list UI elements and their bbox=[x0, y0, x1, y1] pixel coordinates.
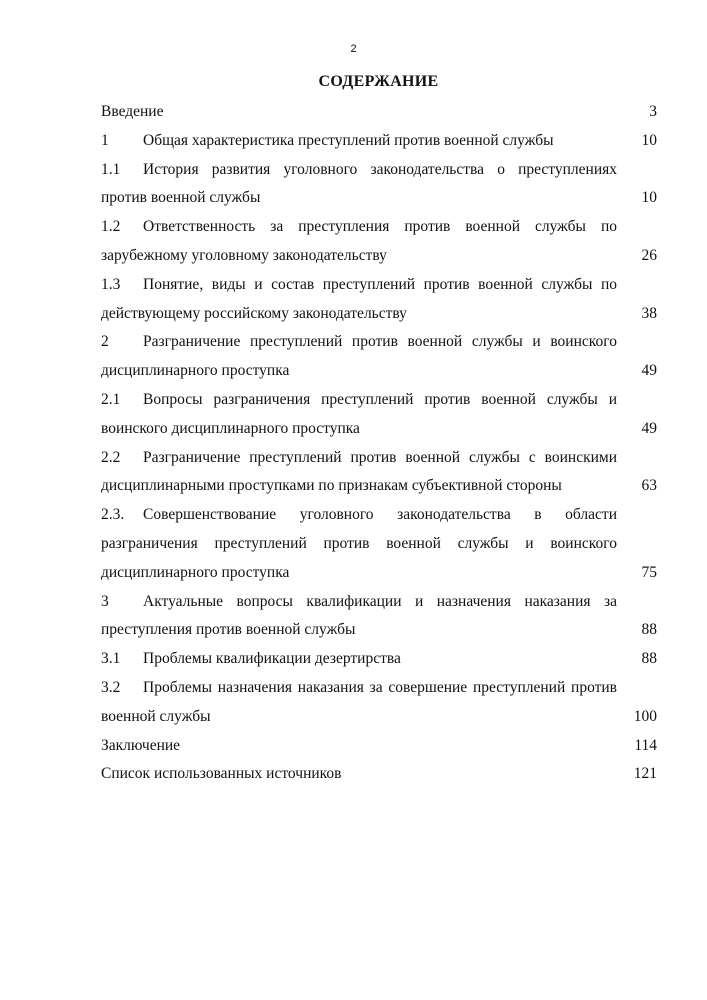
toc-entry-number: 1.1 bbox=[101, 160, 121, 178]
toc-entry-page: 49 bbox=[641, 362, 657, 380]
toc-entry-text bbox=[101, 732, 617, 761]
toc-entry-number: 3 bbox=[101, 592, 109, 610]
toc-entry-number: 3.2 bbox=[101, 678, 121, 696]
toc-entry bbox=[101, 732, 657, 761]
toc-entry-page: 63 bbox=[641, 477, 657, 495]
toc-entry-title: Разграничение преступлений против военной службы и воинского дисциплинарного проступка bbox=[101, 333, 617, 380]
toc-entry-number: 1 bbox=[101, 131, 109, 149]
toc-entry-text bbox=[101, 213, 617, 271]
toc-entry-title: Введение bbox=[101, 103, 164, 120]
page-title: СОДЕРЖАНИЕ bbox=[318, 73, 439, 90]
toc-entry-number: 3.1 bbox=[101, 650, 121, 668]
toc-entry-page: 10 bbox=[641, 189, 657, 207]
toc-entry-text bbox=[101, 156, 617, 214]
toc-entry-page: 88 bbox=[641, 650, 657, 668]
toc-entry-text bbox=[101, 444, 617, 502]
toc-entry-page: 38 bbox=[641, 304, 657, 322]
toc-entry-title: Вопросы разграничения преступлений против военной службы и воинского дисциплинарного проступка bbox=[101, 390, 617, 437]
table-of-contents bbox=[101, 98, 657, 789]
toc-entry-number: 2 bbox=[101, 333, 109, 351]
toc-entry-page: 88 bbox=[641, 621, 657, 639]
toc-entry-page: 75 bbox=[641, 563, 657, 581]
toc-entry-text bbox=[101, 98, 617, 127]
toc-entry-title: Список использованных источников bbox=[101, 765, 342, 783]
toc-entry-text bbox=[101, 501, 617, 587]
toc-entry bbox=[101, 501, 657, 587]
toc-entry bbox=[101, 271, 657, 329]
toc-entry bbox=[101, 444, 657, 502]
toc-entry bbox=[101, 645, 657, 674]
toc-entry-title: Проблемы назначения наказания за совершение преступлений против военной службы bbox=[101, 678, 617, 725]
toc-entry-text bbox=[101, 760, 617, 789]
toc-entry-text bbox=[101, 674, 617, 732]
toc-entry-text bbox=[101, 127, 617, 156]
toc-entry-page: 3 bbox=[649, 103, 657, 120]
toc-entry-number: 2.3. bbox=[101, 506, 125, 524]
toc-entry-number: 1.3 bbox=[101, 275, 121, 293]
toc-entry bbox=[101, 213, 657, 271]
toc-entry-title: Разграничение преступлений против военной службы с воинскими дисциплинарными проступками по признакам субъективной стороны bbox=[101, 448, 617, 495]
page-number: 2 bbox=[350, 43, 357, 55]
toc-entry bbox=[101, 760, 657, 789]
toc-entry-text bbox=[101, 645, 617, 674]
toc-entry bbox=[101, 588, 657, 646]
toc-entry-title: История развития уголовного законодательства о преступлениях против военной службы bbox=[101, 160, 617, 207]
toc-entry bbox=[101, 386, 657, 444]
toc-entry-text bbox=[101, 588, 617, 646]
toc-entry-title: Понятие, виды и состав преступлений против военной службы по действующему российскому законодательству bbox=[101, 275, 617, 322]
toc-entry-number: 2.2 bbox=[101, 448, 121, 466]
toc-entry bbox=[101, 328, 657, 386]
toc-entry bbox=[101, 674, 657, 732]
toc-entry-number: 2.1 bbox=[101, 390, 121, 408]
toc-entry-title: Проблемы квалификации дезертирства bbox=[143, 650, 401, 668]
toc-entry-page: 114 bbox=[634, 736, 657, 754]
toc-entry-page: 100 bbox=[633, 707, 657, 725]
toc-entry bbox=[101, 98, 657, 127]
toc-entry-title: Актуальные вопросы квалификации и назначения наказания за преступления против военной службы bbox=[101, 592, 617, 639]
toc-entry-title: Общая характеристика преступлений против военной службы bbox=[143, 131, 554, 149]
toc-entry-number: 1.2 bbox=[101, 218, 121, 236]
toc-entry-text bbox=[101, 386, 617, 444]
toc-entry-title: Совершенствование уголовного законодательства в области разграничения преступлений против военной службы и воинского дисциплинарного проступка bbox=[101, 506, 617, 581]
toc-entry-text bbox=[101, 328, 617, 386]
toc-entry-page: 10 bbox=[641, 131, 657, 149]
toc-entry-page: 26 bbox=[641, 246, 657, 264]
toc-entry bbox=[101, 127, 657, 156]
toc-entry-title: Заключение bbox=[101, 736, 181, 754]
toc-entry-page: 121 bbox=[633, 765, 657, 783]
toc-entry bbox=[101, 156, 657, 214]
toc-entry-text bbox=[101, 271, 617, 329]
toc-entry-title: Ответственность за преступления против военной службы по зарубежному уголовному законодательству bbox=[101, 218, 617, 264]
toc-entry-page: 49 bbox=[641, 419, 657, 437]
